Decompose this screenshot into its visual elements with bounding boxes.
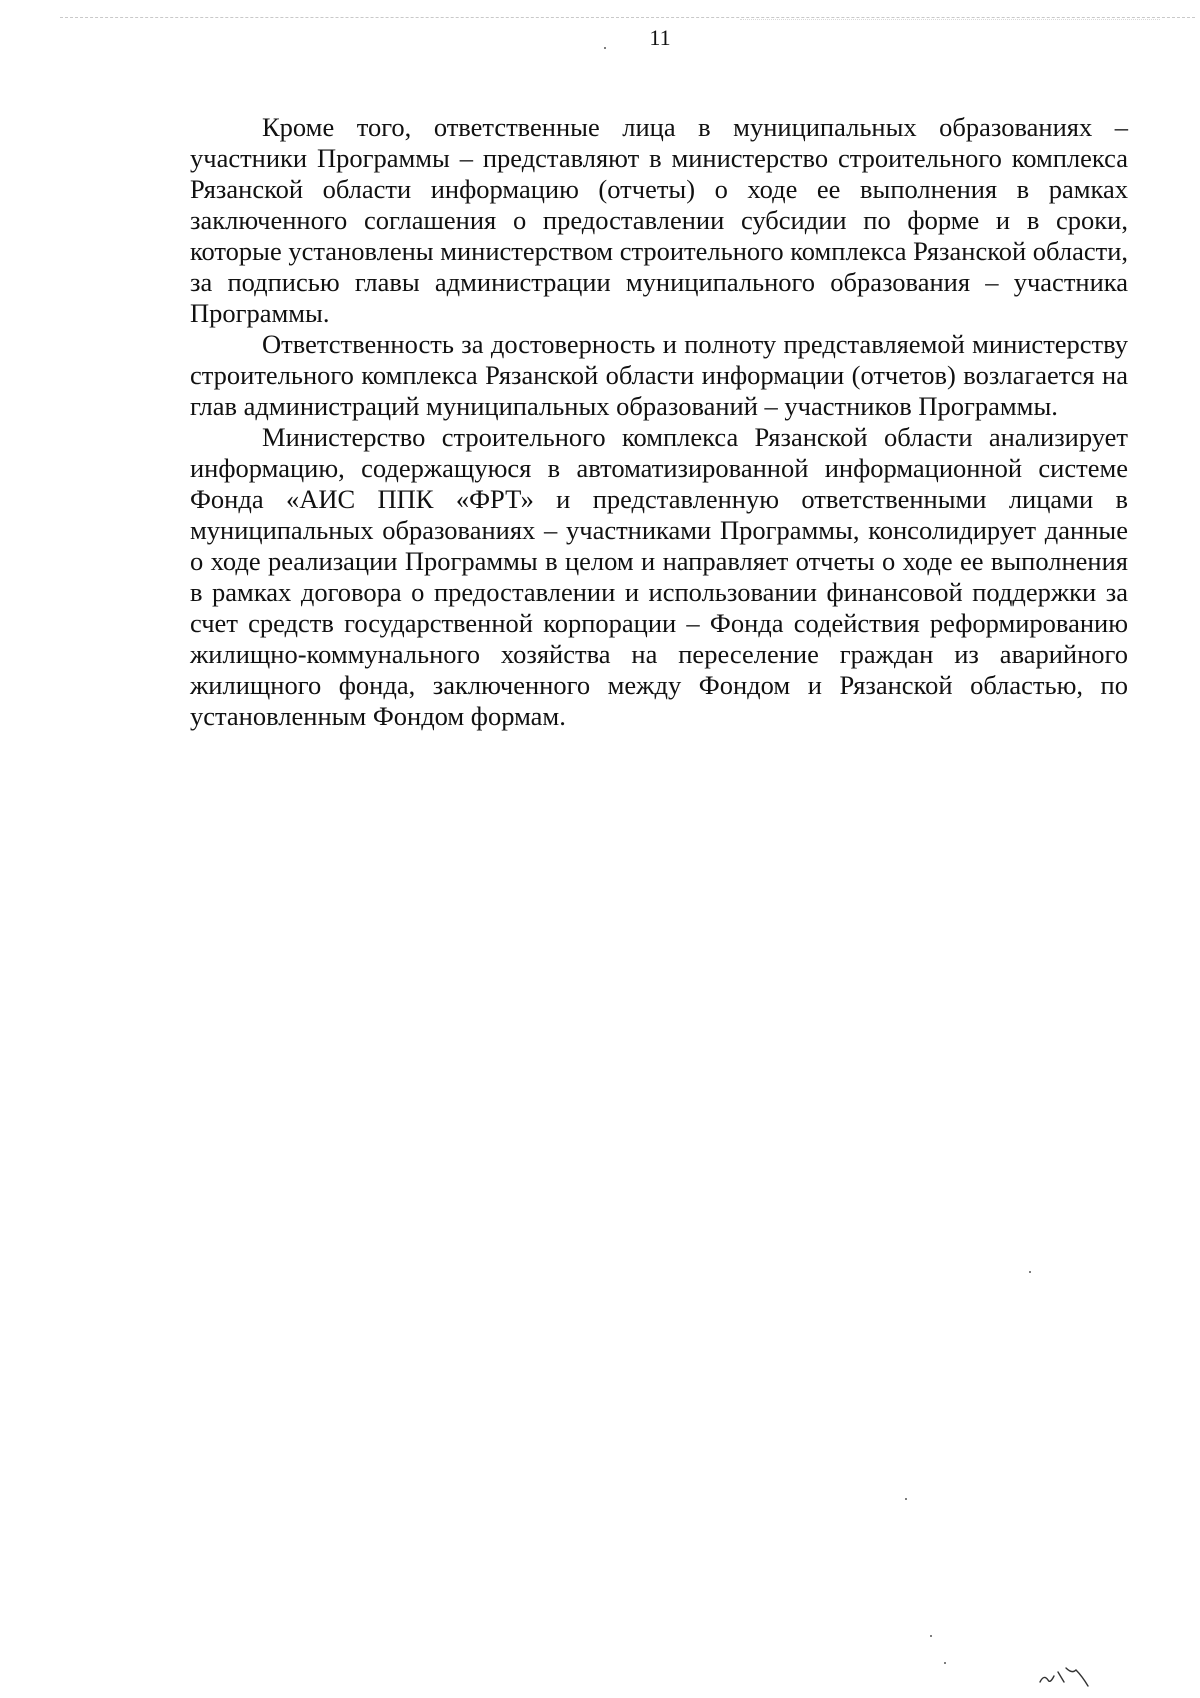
paragraph-reporting-responsibility: Кроме того, ответственные лица в муниципальных образованиях – участники Программы – представляют в министерство строительного комплекса Рязанской области информацию (отчеты) о ходе ее выполнения в рамках заключенного соглашения о предоставлении субсидии по форме и в сроки, которые установлены министерством строительного комплекса Рязанской области, за подписью главы администрации муниципального образования – участника Программы. [190, 112, 1129, 328]
paragraph-ministry-analysis: Министерство строительного комплекса Рязанской области анализирует информацию, содержащуюся в автоматизированной информационной системе Фонда «АИС ППК «ФРТ» и представленную ответственными лицами в муниципальных образованиях – участниками Программы, консолидирует данные о ходе реализации Программы в целом и направляет отчеты о ходе ее выполнения в рамках договора о предоставлении и использовании финансовой поддержки за счет средств государственной корпорации – Фонда содействия реформированию жилищно-коммунального хозяйства на переселение граждан из аварийного жилищного фонда, заключенного между Фондом и Рязанской областью, по установленным Фондом формам. [190, 422, 1128, 731]
scan-speck [604, 47, 606, 49]
scan-edge-line [60, 17, 1195, 18]
scan-speck [1029, 1271, 1031, 1273]
paragraph-accountability: Ответственность за достоверность и полноту представляемой министерству строительного комплекса Рязанской области информации (отчетов) возлагается на глав администраций муниципальных образований – участников Программы. [190, 329, 1128, 421]
document-body [190, 112, 1128, 732]
scan-speck [905, 1498, 907, 1500]
scan-speck [930, 1635, 932, 1637]
scan-edge-line-secondary [740, 19, 1160, 20]
page-number: 11 [649, 25, 671, 50]
scan-speck [944, 1662, 946, 1664]
initials-signature [1036, 1660, 1092, 1688]
